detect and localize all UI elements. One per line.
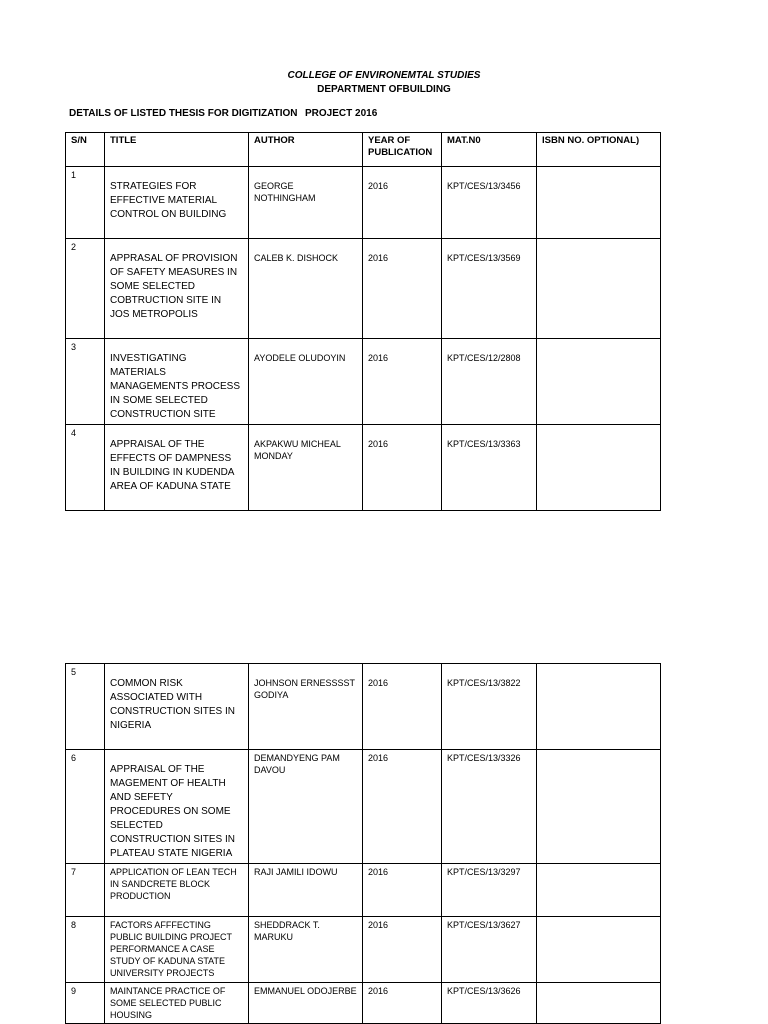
- table-row: [66, 425, 661, 511]
- cell-isbn: [537, 425, 661, 511]
- table-row: [66, 864, 661, 917]
- cell-mat-no-text: KPT/CES/13/3363: [447, 439, 521, 449]
- cell-year: 2016: [363, 917, 442, 983]
- cell-isbn: [537, 167, 661, 239]
- cell-author-text: AKPAKWU MICHEAL MONDAY: [254, 439, 341, 461]
- cell-title-text: STRATEGIES FOR EFFECTIVE MATERIAL CONTROL ON BUILDING: [110, 181, 227, 220]
- cell-year: [363, 664, 442, 750]
- cell-title: [105, 750, 249, 864]
- cell-sn: 9: [66, 983, 105, 1024]
- cell-year: [363, 425, 442, 511]
- cell-sn: 4: [66, 425, 105, 511]
- cell-title: FACTORS AFFFECTING PUBLIC BUILDING PROJECT PERFORMANCE A CASE STUDY OF KADUNA STATE UNIVERSITY PROJECTS: [105, 917, 249, 983]
- cell-mat-no: KPT/CES/13/3326: [442, 750, 537, 864]
- table-row: [66, 750, 661, 864]
- cell-year: 2016: [363, 750, 442, 864]
- cell-year-text: 2016: [368, 253, 389, 263]
- cell-title-text: COMMON RISK ASSOCIATED WITH CONSTRUCTION SITES IN NIGERIA: [110, 678, 236, 731]
- cell-author: [249, 425, 363, 511]
- cell-sn: 7: [66, 864, 105, 917]
- cell-author: [249, 239, 363, 339]
- cell-isbn: [537, 983, 661, 1024]
- thesis-table-part-2: [65, 663, 661, 1024]
- cell-title: [105, 664, 249, 750]
- column-header-mat-no: MAT.N0: [442, 133, 537, 167]
- cell-year: [363, 239, 442, 339]
- cell-sn: 6: [66, 750, 105, 864]
- cell-mat-no: KPT/CES/13/3626: [442, 983, 537, 1024]
- table-row: [66, 167, 661, 239]
- cell-title-text: INVESTIGATING MATERIALS MANAGEMENTS PROCESS IN SOME SELECTED CONSTRUCTION SITE: [110, 353, 241, 420]
- cell-author: RAJI JAMILI IDOWU: [249, 864, 363, 917]
- cell-sn: 1: [66, 167, 105, 239]
- table-header-row: [66, 133, 661, 167]
- cell-sn: 3: [66, 339, 105, 425]
- cell-title-text: APPRAISAL OF THE EFFECTS OF DAMPNESS IN BUILDING IN KUDENDA AREA OF KADUNA STATE: [110, 439, 234, 492]
- cell-sn: 2: [66, 239, 105, 339]
- cell-title: MAINTANCE PRACTICE OF SOME SELECTED PUBLIC HOUSING: [105, 983, 249, 1024]
- table-row: [66, 983, 661, 1024]
- column-header-title: TITLE: [105, 133, 249, 167]
- cell-mat-no: KPT/CES/13/3297: [442, 864, 537, 917]
- table-row: [66, 339, 661, 425]
- cell-author-text: JOHNSON ERNESSSST GODIYA: [254, 678, 355, 700]
- cell-title: [105, 339, 249, 425]
- table-row: [66, 917, 661, 983]
- cell-year-text: 2016: [368, 439, 389, 449]
- thesis-table-part-1: [65, 132, 661, 511]
- cell-isbn: [537, 750, 661, 864]
- cell-mat-no-text: KPT/CES/13/3456: [447, 181, 521, 191]
- cell-year-text: 2016: [368, 353, 389, 363]
- college-title: COLLEGE OF ENVIRONEMTAL STUDIES: [287, 70, 481, 81]
- cell-author-text: GEORGE NOTHINGHAM: [254, 181, 316, 203]
- cell-author-text: AYODELE OLUDOYIN: [254, 353, 346, 363]
- cell-title: [105, 425, 249, 511]
- cell-mat-no: [442, 664, 537, 750]
- cell-mat-no: [442, 425, 537, 511]
- cell-year-text: 2016: [368, 678, 389, 688]
- column-header-year: YEAR OF PUBLICATION: [363, 133, 442, 167]
- cell-title: [105, 167, 249, 239]
- cell-mat-no: [442, 239, 537, 339]
- department-title: DEPARTMENT OFBUILDING: [317, 84, 451, 95]
- cell-isbn: [537, 917, 661, 983]
- cell-isbn: [537, 239, 661, 339]
- cell-year: [363, 339, 442, 425]
- cell-mat-no-text: KPT/CES/13/3822: [447, 678, 521, 688]
- cell-author: [249, 339, 363, 425]
- cell-isbn: [537, 339, 661, 425]
- table-row: [66, 239, 661, 339]
- cell-title: [105, 239, 249, 339]
- cell-isbn: [537, 664, 661, 750]
- cell-year: 2016: [363, 864, 442, 917]
- cell-mat-no-text: KPT/CES/13/3569: [447, 253, 521, 263]
- cell-author: DEMANDYENG PAM DAVOU: [249, 750, 363, 864]
- details-heading: DETAILS OF LISTED THESIS FOR DIGITIZATION: [69, 108, 298, 119]
- cell-sn: 8: [66, 917, 105, 983]
- column-header-isbn: ISBN NO. OPTIONAL): [537, 133, 661, 167]
- cell-year-text: 2016: [368, 181, 389, 191]
- cell-author: [249, 664, 363, 750]
- column-header-sn: S/N: [66, 133, 105, 167]
- cell-author: EMMANUEL ODOJERBE: [249, 983, 363, 1024]
- cell-isbn: [537, 864, 661, 917]
- cell-author: SHEDDRACK T. MARUKU: [249, 917, 363, 983]
- cell-mat-no: KPT/CES/13/3627: [442, 917, 537, 983]
- table-row: [66, 664, 661, 750]
- cell-year: 2016: [363, 983, 442, 1024]
- cell-title-text: APPRASAL OF PROVISION OF SAFETY MEASURES IN SOME SELECTED COBTRUCTION SITE IN JOS METROPOLIS: [110, 253, 238, 320]
- cell-mat-no-text: KPT/CES/12/2808: [447, 353, 521, 363]
- cell-sn: 5: [66, 664, 105, 750]
- cell-author-text: CALEB K. DISHOCK: [254, 253, 339, 263]
- cell-mat-no: [442, 339, 537, 425]
- cell-title-text: APPRAISAL OF THE MAGEMENT OF HEALTH AND SEFETY PROCEDURES ON SOME SELECTED CONSTRUCTION SITES IN PLATEAU STATE NIGERIA: [110, 764, 236, 859]
- cell-title: APPLICATION OF LEAN TECH IN SANDCRETE BLOCK PRODUCTION: [105, 864, 249, 917]
- cell-author: [249, 167, 363, 239]
- project-heading: PROJECT 2016: [305, 108, 378, 119]
- cell-year: [363, 167, 442, 239]
- column-header-author: AUTHOR: [249, 133, 363, 167]
- cell-mat-no: [442, 167, 537, 239]
